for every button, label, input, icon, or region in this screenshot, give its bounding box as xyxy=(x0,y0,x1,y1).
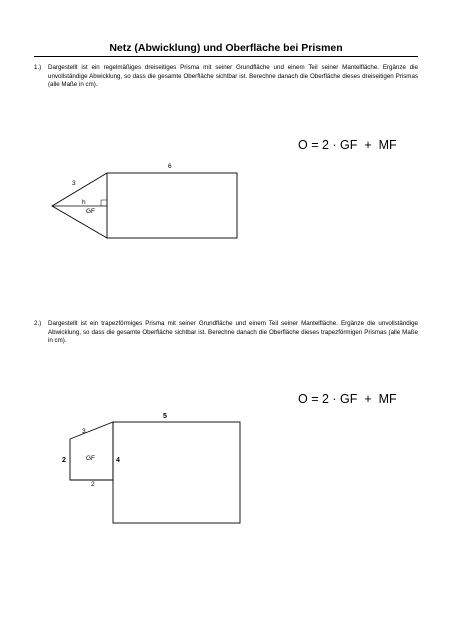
task-2-base-trapezoid xyxy=(70,422,113,480)
task-2-label-length: 5 xyxy=(163,413,167,420)
task-1-formula: O = 2 · GF + MF xyxy=(298,138,397,152)
task-1-text: Dargestellt ist ein regelmäßiges dreiseitiges Prisma mit seiner Grundfläche und einem Teil seiner Mantelfläche. Ergänze die unvollständige Abwicklung, so dass die gesamte Oberfläche sichtbar ist. Berechne danach die Oberfläche dieses dreiseitigen Prismas (alle Maße in cm). xyxy=(48,64,418,89)
task-2-label-bottom: 2 xyxy=(91,481,95,488)
task-2-label-left: 2 xyxy=(62,457,66,464)
task-2-mantle-rectangle xyxy=(113,422,240,523)
task-1-label-height: h xyxy=(82,199,86,206)
task-2-text: Dargestellt ist ein trapezförmiges Prisma mit seiner Grundfläche und einem Teil seiner Mantelfläche. Ergänze die unvollständige Abwicklung, so dass die gesamte Oberfläche sichtbar ist. Berechne danach die Oberfläche dieses trapezförmigen Prismas (alle Maße in cm). xyxy=(48,320,418,345)
task-1-number: 1.) xyxy=(34,64,42,71)
task-1-label-side: 3 xyxy=(72,180,76,187)
task-2-label-right: 4 xyxy=(116,457,120,464)
task-1-label-length: 6 xyxy=(168,163,172,170)
task-2-label-base: GF xyxy=(86,455,96,462)
page-title: Netz (Abwicklung) und Oberfläche bei Prismen xyxy=(109,42,343,54)
task-1-label-base: GF xyxy=(86,208,96,215)
task-2-label-slant: 3 xyxy=(82,428,86,435)
task-2-number: 2.) xyxy=(34,320,42,327)
task-2-formula: O = 2 · GF + MF xyxy=(298,392,397,406)
